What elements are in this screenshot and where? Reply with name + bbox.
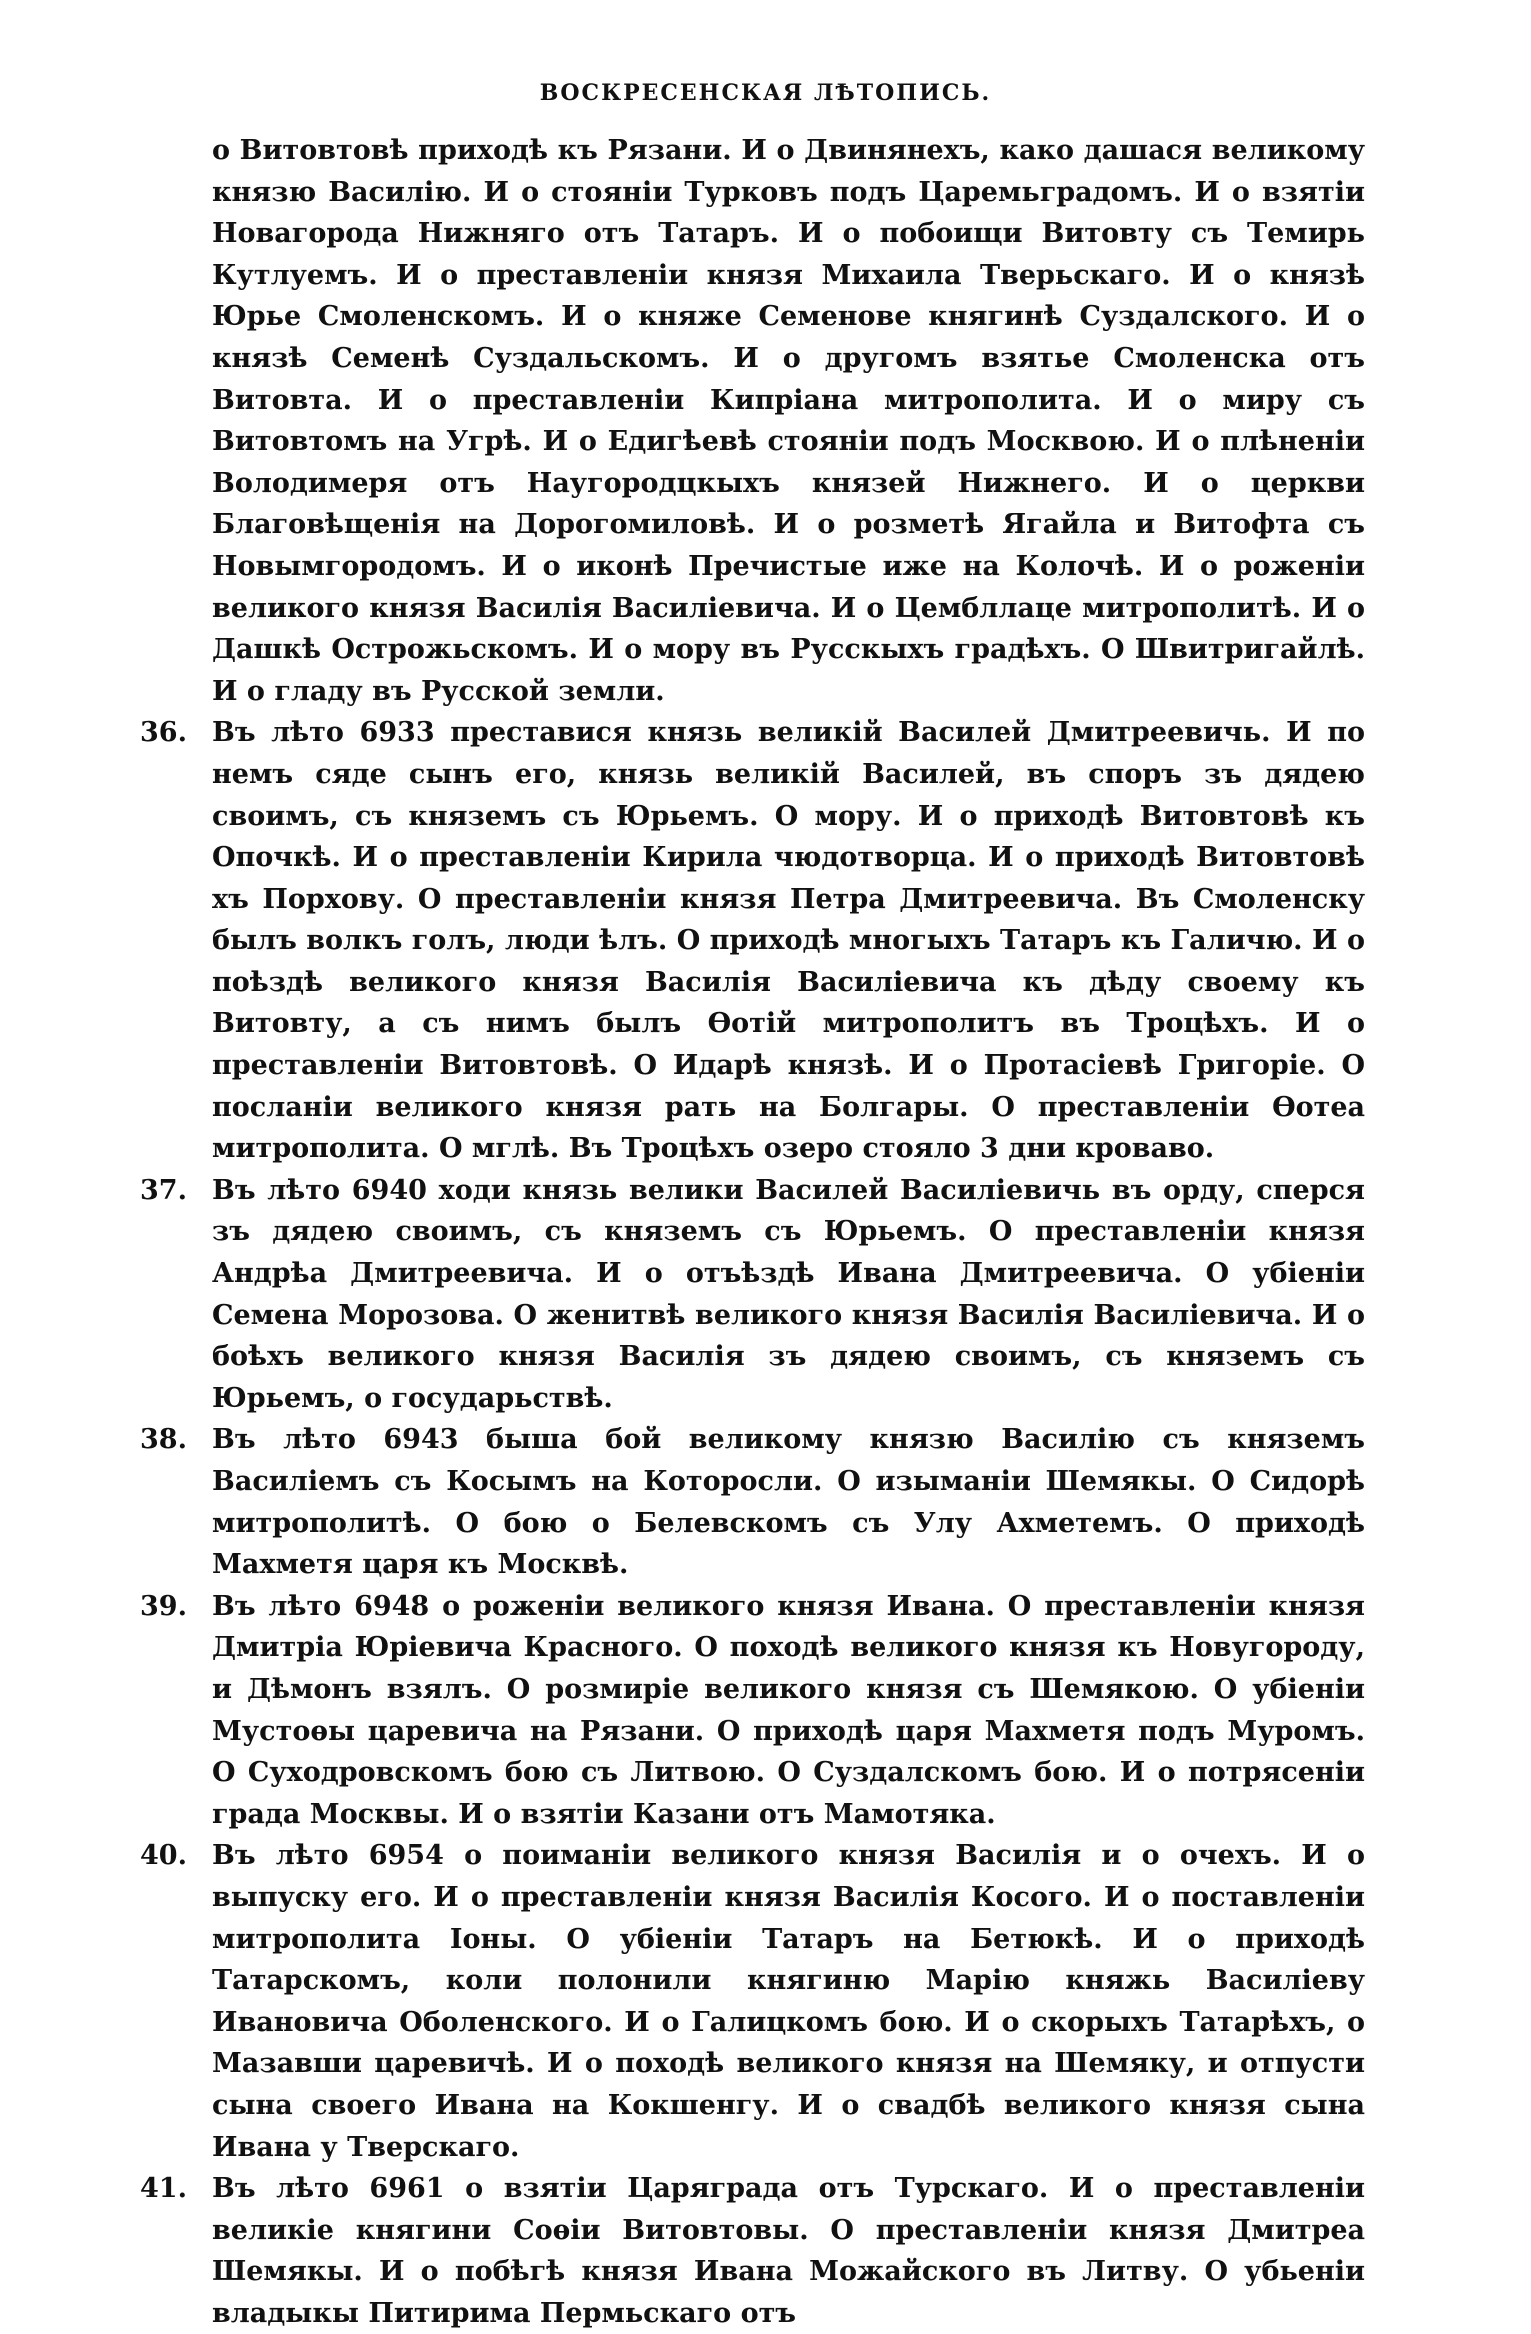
entry-36 <box>140 712 1365 1170</box>
chronicle-text <box>140 130 1365 2334</box>
entry-41 <box>140 2168 1365 2334</box>
entry-text: Въ лѣто 6940 ходи князь велики Василей Василіевичь въ орду, сперся зъ дядею своимъ, съ княземъ съ Юрьемъ. О преставленіи князя Андрѣа Дмитреевича. И о отъѣздѣ Ивана Дмитреевича. О убіеніи Семена Морозова. О женитвѣ великого князя Василія Василіевича. И о боѣхъ великого князя Василія зъ дядею своимъ, съ княземъ съ Юрьемъ, о государьствѣ. <box>212 1174 1365 1414</box>
entry-number: 41. <box>140 2173 187 2205</box>
entry-text: Въ лѣто 6954 о поиманіи великого князя Василія и о очехъ. И о выпуску его. И о преставленіи князя Василія Косого. И о поставленіи митрополита Іоны. О убіеніи Татаръ на Бетюкѣ. И о приходѣ Татарскомъ, коли полонили княгиню Марію княжь Василіеву Ивановича Оболенского. И о Галицкомъ бою. И о скорыхъ Татарѣхъ, о Мазавши царевичѣ. И о походѣ великого князя на Шемяку, и отпусти сына своего Ивана на Кокшенгу. И о свадбѣ великого князя сына Ивана у Тверскаго. <box>212 1840 1365 2163</box>
entry-39 <box>140 1586 1365 1836</box>
entry-number: 40. <box>140 1840 187 1872</box>
entry-number: 39. <box>140 1590 187 1622</box>
entry-text: Въ лѣто 6948 о роженіи великого князя Ивана. О преставленіи князя Дмитріа Юріевича Красного. О походѣ великого князя къ Новугороду, и Дѣмонъ взялъ. О розмиріе великого князя съ Шемякою. О убіеніи Мустоѳы царевича на Рязани. О приходѣ царя Махметя подъ Муромъ. О Суходровскомъ бою съ Литвою. О Суздалскомъ бою. И о потрясеніи града Москвы. И о взятіи Казани отъ Мамотяка. <box>212 1590 1365 1830</box>
entry-40 <box>140 1835 1365 2168</box>
continuation-paragraph: о Витовтовѣ приходѣ къ Рязани. И о Двинянехъ, како дашася великому князю Василію. И о стояніи Турковъ подъ Царемьградомъ. И о взятіи Новагорода Нижняго отъ Татаръ. И о побоищи Витовту съ Темирь Кутлуемъ. И о преставленіи князя Михаила Тверьскаго. И о князѣ Юрье Смоленскомъ. И о княже Семенове княгинѣ Суздалского. И о князѣ Семенѣ Суздальскомъ. И о другомъ взятье Смоленска отъ Витовта. И о преставленіи Кипріана митрополита. И о миру съ Витовтомъ на Угрѣ. И о Едигѣевѣ стояніи подъ Москвою. И о плѣненіи Володимеря отъ Наугородцкыхъ князей Нижнего. И о церкви Благовѣщенія на Дорогомиловѣ. И о розметѣ Ягайла и Витофта съ Новымгородомъ. И о иконѣ Пречистые иже на Колочѣ. И о роженіи великого князя Василія Василіевича. И о Цембллаце митрополитѣ. И о Дашкѣ Острожьскомъ. И о мору въ Русскыхъ градѣхъ. О Швитригайлѣ. И о гладу въ Русской земли. <box>212 135 1365 707</box>
running-head: ВОСКРЕСЕНСКАЯ ЛѢТОПИСЬ. <box>539 80 992 106</box>
entry-number: 37. <box>140 1174 187 1206</box>
entry-37 <box>140 1170 1365 1420</box>
entry-text: Въ лѣто 6933 преставися князь великій Василей Дмитреевичь. И по немъ сяде сынъ его, князь великій Василей, въ споръ зъ дядею своимъ, съ княземъ съ Юрьемъ. О мору. И о приходѣ Витовтовѣ къ Опочкѣ. И о преставленіи Кирила чюдотворца. И о приходѣ Витовтовѣ хъ Порхову. О преставленіи князя Петра Дмитреевича. Въ Смоленску былъ волкъ голъ, люди ѣлъ. О приходѣ многыхъ Татаръ къ Галичю. И о поѣздѣ великого князя Василія Василіевича къ дѣду своему къ Витовту, а съ нимъ былъ Ѳотій митрополитъ въ Троцѣхъ. И о преставленіи Витовтовѣ. О Идарѣ князѣ. И о Протасіевѣ Григоріе. О посланіи великого князя рать на Болгары. О преставленіи Ѳотеа митрополита. О мглѣ. Въ Троцѣхъ озеро стояло 3 дни кроваво. <box>212 717 1365 1165</box>
entry-text: Въ лѣто 6961 о взятіи Царяграда отъ Турскаго. И о преставленіи великіе княгини Соѳіи Витовтовы. О преставленіи князя Дмитреа Шемякы. И о побѣгѣ князя Ивана Можайского въ Литву. О убьеніи владыкы Питирима Пермьскаго отъ <box>212 2173 1365 2329</box>
entry-38 <box>140 1419 1365 1585</box>
entry-number: 38. <box>140 1424 187 1456</box>
entry-text: Въ лѣто 6943 быша бой великому князю Василію съ княземъ Василіемъ съ Косымъ на Которосли. О изыманіи Шемякы. О Сидорѣ митрополитѣ. О бою о Белевскомъ съ Улу Ахметемъ. О приходѣ Махметя царя къ Москвѣ. <box>212 1424 1365 1581</box>
entry-number: 36. <box>140 717 187 749</box>
